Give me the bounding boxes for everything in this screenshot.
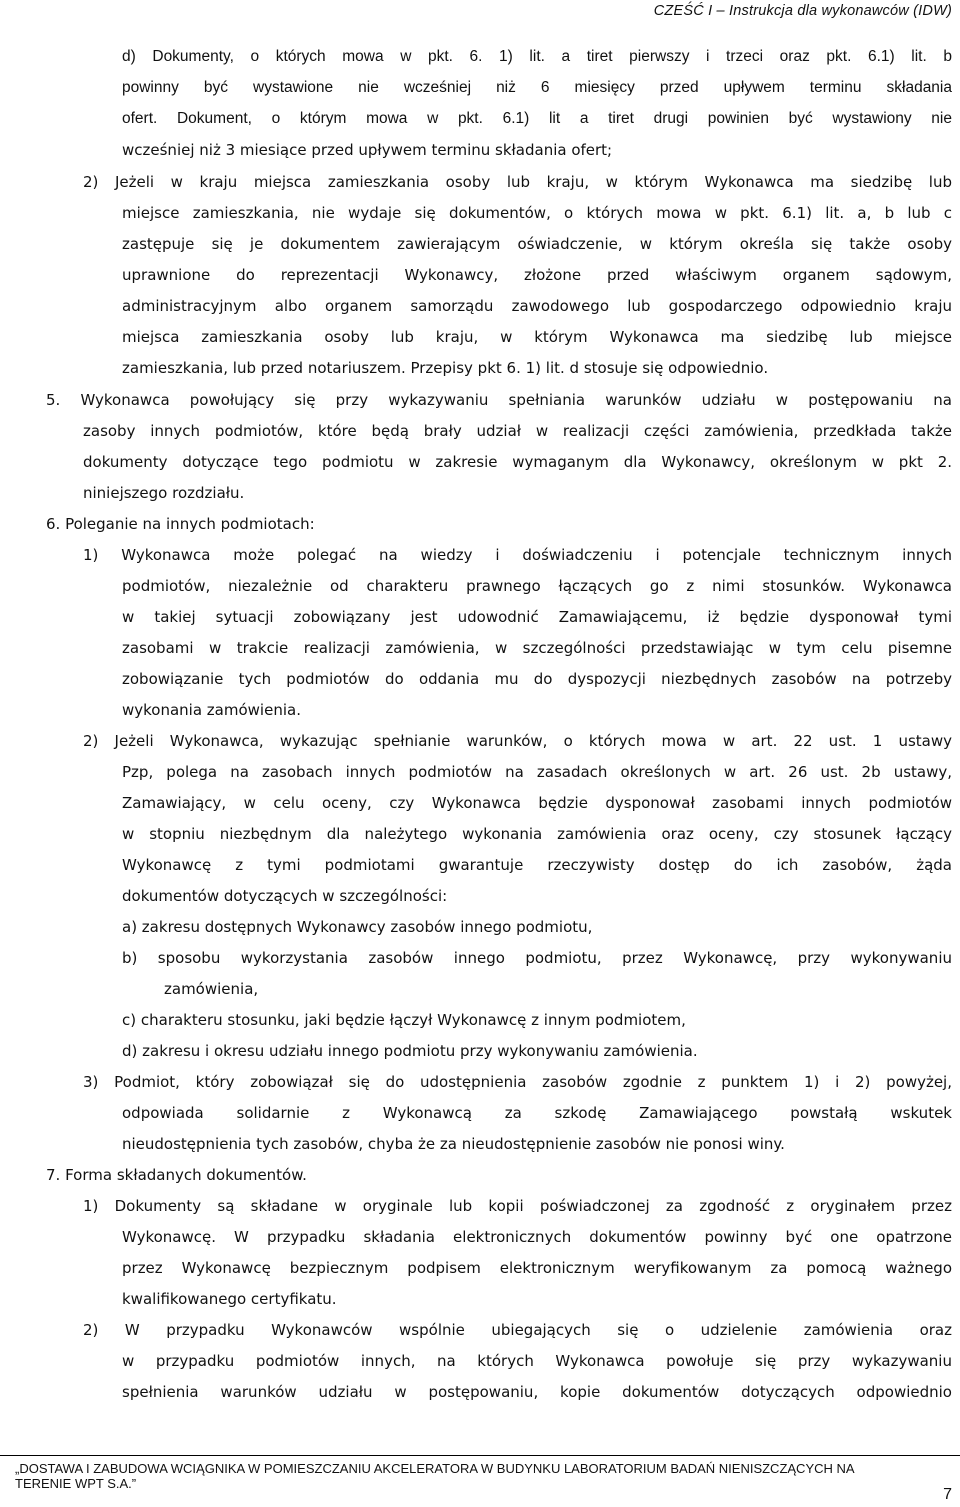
text-line: administracyjnym albo organem samorządu zawodowego lub gospodarczego odpowiednio kraju — [122, 297, 952, 315]
text-line: d) zakresu i okresu udziału innego podmiotu przy wykonywaniu zamówienia. — [122, 1042, 698, 1060]
footer-title-line-1: „DOSTAWA I ZABUDOWA WCIĄGNIKA W POMIESZCZANIU AKCELERATORA W BUDYNKU LABORATORIUM BADAŃ NIENISZCZĄCYCH NA — [15, 1461, 855, 1476]
text-line: wcześniej niż 3 miesiące przed upływem terminu składania ofert; — [122, 141, 613, 159]
text-line: d) Dokumenty, o których mowa w pkt. 6. 1) lit. a tiret pierwszy i trzeci oraz pkt. 6.1) lit. b — [122, 48, 952, 65]
text-line: spełnienia warunków udziału w postępowaniu, kopie dokumentów dotyczących odpowiednio — [122, 1383, 952, 1401]
text-line: miejsce zamieszkania, nie wydaje się dokumentów, o których mowa w pkt. 6.1) lit. a, b lub c — [122, 204, 952, 222]
text-line: Wykonawcę. W przypadku składania elektronicznych dokumentów powinny być one opatrzone — [122, 1228, 952, 1246]
text-line: 7. Forma składanych dokumentów. — [46, 1166, 307, 1184]
text-line: 2) Jeżeli w kraju miejsca zamieszkania osoby lub kraju, w którym Wykonawca ma siedzibę lub — [83, 173, 952, 191]
text-line: uprawnione do reprezentacji Wykonawcy, złożone przed właściwym organem sądowym, — [122, 266, 952, 284]
footer-title-line-2: TERENIE WPT S.A.” — [15, 1476, 137, 1491]
text-line: dokumenty dotyczące tego podmiotu w zakresie wymaganym dla Wykonawcy, określonym w pkt 2. — [83, 453, 952, 471]
text-line: nieudostępnienia tych zasobów, chyba że za nieudostępnienie zasobów nie ponosi winy. — [122, 1135, 785, 1153]
text-line: Pzp, polega na zasobach innych podmiotów na zasadach określonych w art. 26 ust. 2b ustawy, — [122, 763, 952, 781]
text-line: a) zakresu dostępnych Wykonawcy zasobów innego podmiotu, — [122, 918, 593, 936]
text-line: wykonania zamówienia. — [122, 701, 301, 719]
text-line: w przypadku podmiotów innych, na których Wykonawca powołuje się przy wykazywaniu — [122, 1352, 952, 1370]
page-number: 7 — [943, 1486, 952, 1503]
text-line: zasobami w trakcie realizacji zamówienia, w szczególności przedstawiając w tym celu pisemne — [122, 639, 952, 657]
text-line: miejsca zamieszkania osoby lub kraju, w którym Wykonawca ma siedzibę lub miejsce — [122, 328, 952, 346]
text-line: kwalifikowanego certyfikatu. — [122, 1290, 337, 1308]
text-line: w stopniu niezbędnym dla należytego wykonania zamówienia oraz oceny, czy stosunek łączący — [122, 825, 952, 843]
text-line: 6. Poleganie na innych podmiotach: — [46, 515, 315, 533]
text-line: 5. Wykonawca powołujący się przy wykazywaniu spełniania warunków udziału w postępowaniu na — [46, 391, 952, 409]
text-line: 2) W przypadku Wykonawców wspólnie ubiegających się o udzielenie zamówienia oraz — [83, 1321, 952, 1339]
text-line: c) charakteru stosunku, jaki będzie łączył Wykonawcę z innym podmiotem, — [122, 1011, 686, 1029]
text-line: 1) Dokumenty są składane w oryginale lub kopii poświadczonej za zgodność z oryginałem przez — [83, 1197, 952, 1215]
text-line: powinny być wystawione nie wcześniej niż 6 miesięcy przed upływem terminu składania — [122, 79, 952, 96]
text-line: b) sposobu wykorzystania zasobów innego podmiotu, przez Wykonawcę, przy wykonywaniu — [122, 949, 952, 967]
text-line: podmiotów, niezależnie od charakteru prawnego łączących go z nimi stosunków. Wykonawca — [122, 577, 952, 595]
text-line: 1) Wykonawca może polegać na wiedzy i doświadczeniu i potencjale technicznym innych — [83, 546, 952, 564]
text-line: zastępuje się je dokumentem zawierającym oświadczenie, w którym określa się także osoby — [122, 235, 952, 253]
text-line: ofert. Dokument, o którym mowa w pkt. 6.1) lit a tiret drugi powinien być wystawiony nie — [122, 110, 952, 127]
footer-divider — [0, 1455, 960, 1456]
text-line: odpowiada solidarnie z Wykonawcą za szkodę Zamawiającego powstałą wskutek — [122, 1104, 952, 1122]
text-line: zamówienia, — [164, 980, 259, 998]
text-line: niniejszego rozdziału. — [83, 484, 245, 502]
text-line: zasoby innych podmiotów, które będą brały udział w realizacji części zamówienia, przedkłada także — [83, 422, 952, 440]
text-line: dokumentów dotyczących w szczególności: — [122, 887, 448, 905]
text-line: Wykonawcę z tymi podmiotami gwarantuje rzeczywisty dostęp do ich zasobów, żąda — [122, 856, 952, 874]
text-line: zobowiązanie tych podmiotów do oddania mu do dyspozycji niezbędnych zasobów na potrzeby — [122, 670, 952, 688]
text-line: 3) Podmiot, który zobowiązał się do udostępnienia zasobów zgodnie z punktem 1) i 2) powyżej, — [83, 1073, 952, 1091]
text-line: zamieszkania, lub przed notariuszem. Przepisy pkt 6. 1) lit. d stosuje się odpowiednio. — [122, 359, 769, 377]
page-header: CZEŚĆ I – Instrukcja dla wykonawców (IDW) — [653, 3, 952, 19]
text-line: 2) Jeżeli Wykonawca, wykazując spełnianie warunków, o których mowa w art. 22 ust. 1 ustawy — [83, 732, 952, 750]
text-line: Zamawiający, w celu oceny, czy Wykonawca będzie dysponował zasobami innych podmiotów — [122, 794, 952, 812]
text-line: przez Wykonawcę bezpiecznym podpisem elektronicznym weryfikowanym za pomocą ważnego — [122, 1259, 952, 1277]
text-line: w takiej sytuacji zobowiązany jest udowodnić Zamawiającemu, iż będzie dysponował tymi — [122, 608, 952, 626]
